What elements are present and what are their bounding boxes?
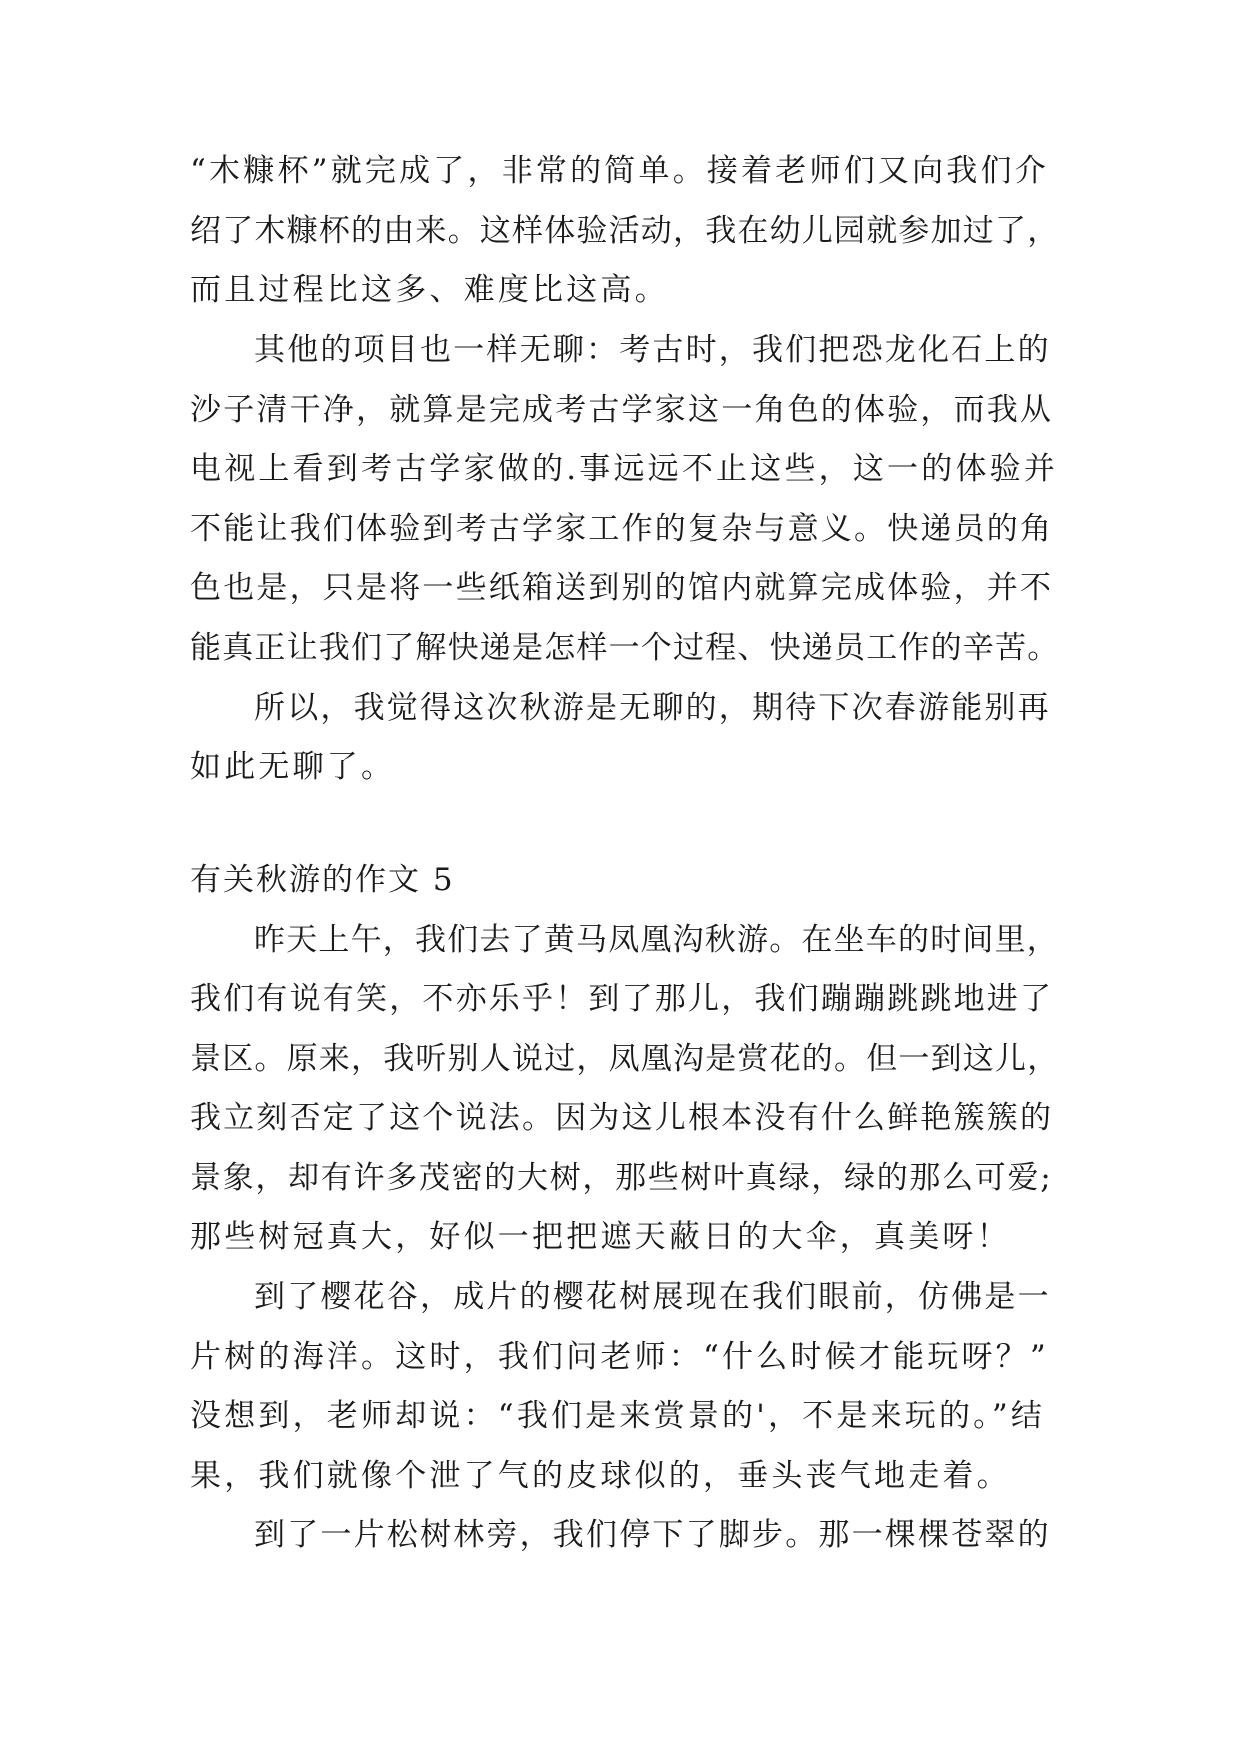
paragraph-line: 电视上看到考古学家做的.事远远不止这些，这一的体验并 bbox=[190, 451, 1059, 487]
paragraph-line: 没想到，老师却说：“我们是来赏景的'，不是来玩的。”结 bbox=[190, 1398, 1046, 1434]
paragraph-line: 那些树冠真大，好似一把把遮天蔽日的大伞，真美呀！ bbox=[190, 1219, 1011, 1255]
paragraph-line: 片树的海洋。这时，我们问老师：“什么时候才能玩呀？” bbox=[190, 1339, 1049, 1375]
paragraph-line: 而且过程比这多、难度比这高。 bbox=[190, 272, 669, 308]
paragraph-line: 我们有说有笑，不亦乐乎！到了那儿，我们蹦蹦跳跳地进了 bbox=[190, 981, 1054, 1017]
paragraph-line: 沙子清干净，就算是完成考古学家这一角色的体验，而我从 bbox=[190, 392, 1054, 428]
paragraph-line: 景区。原来，我听别人说过，凤凰沟是赏花的。但一到这儿， bbox=[190, 1041, 1060, 1077]
paragraph-line: 不能让我们体验到考古学家工作的复杂与意义。快递员的角 bbox=[190, 511, 1054, 547]
paragraph-line: 能真正让我们了解快递是怎样一个过程、快递员工作的辛苦。 bbox=[190, 630, 1060, 666]
paragraph-line: 我立刻否定了这个说法。因为这儿根本没有什么鲜艳簇簇的 bbox=[190, 1100, 1054, 1136]
paragraph-line: 所以，我觉得这次秋游是无聊的，期待下次春游能别再 bbox=[254, 690, 1051, 726]
paragraph-line: 景象，却有许多茂密的大树，那些树叶真绿，绿的那么可爱; bbox=[190, 1160, 1053, 1196]
section-heading: 有关秋游的作文 5 bbox=[190, 862, 455, 898]
paragraph-line: 到了樱花谷，成片的樱花树展现在我们眼前，仿佛是一 bbox=[254, 1279, 1051, 1315]
paragraph-line: 果，我们就像个泄了气的皮球似的，垂头丧气地走着。 bbox=[190, 1458, 1011, 1494]
paragraph-line: “木糠杯”就完成了，非常的简单。接着老师们又向我们介 bbox=[190, 153, 1049, 189]
paragraph-line: 绍了木糠杯的由来。这样体验活动，我在幼儿园就参加过了， bbox=[190, 213, 1060, 249]
paragraph-line: 昨天上午，我们去了黄马凤凰沟秋游。在坐车的时间里， bbox=[254, 922, 1059, 958]
paragraph-line: 如此无聊了。 bbox=[190, 749, 396, 785]
paragraph-line: 色也是，只是将一些纸箱送到别的馆内就算完成体验，并不 bbox=[190, 570, 1054, 606]
paragraph-line: 其他的项目也一样无聊：考古时，我们把恐龙化石上的 bbox=[254, 332, 1051, 368]
paragraph-line: 到了一片松树林旁，我们停下了脚步。那一棵棵苍翠的 bbox=[254, 1517, 1051, 1553]
